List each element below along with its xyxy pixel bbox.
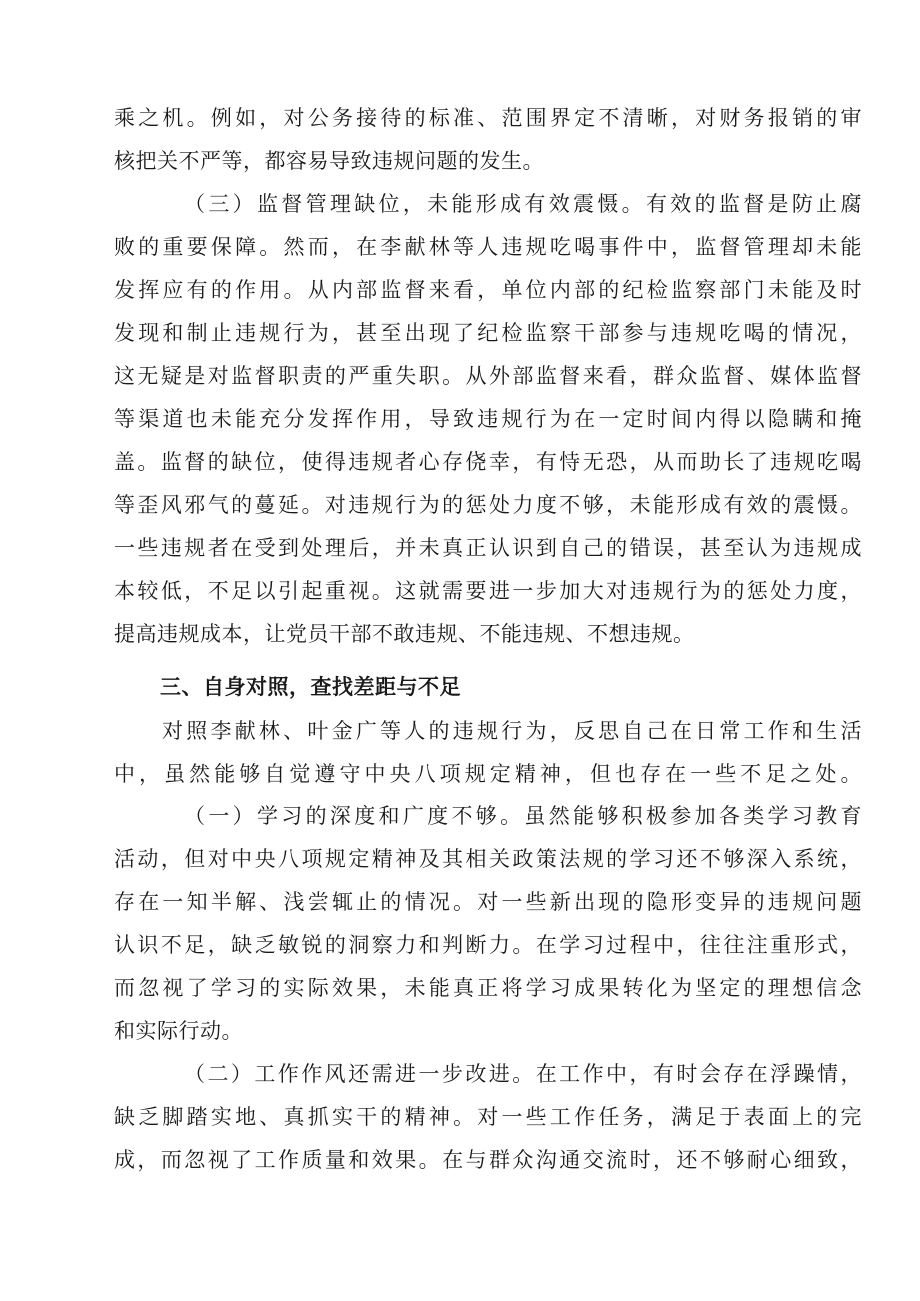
text-line: 一些违规者在受到处理后，并未真正认识到自己的错误，甚至认为违规成 (114, 536, 862, 560)
text-line: 发挥应有的作用。从内部监督来看，单位内部的纪检监察部门未能及时 (114, 278, 862, 302)
text-line: 这无疑是对监督职责的严重失职。从外部监督来看，群众监督、媒体监督 (114, 364, 862, 388)
text-line: （一）学习的深度和广度不够。虽然能够积极参加各类学习教育 (184, 804, 862, 828)
text-line: 败的重要保障。然而，在李献林等人违规吃喝事件中，监督管理却未能 (114, 235, 862, 259)
text-line: 盖。监督的缺位，使得违规者心存侥幸，有恃无恐，从而助长了违规吃喝 (114, 450, 862, 474)
text-line: 存在一知半解、浅尝辄止的情况。对一些新出现的隐形变异的违规问题 (114, 890, 862, 914)
text-line: 等歪风邪气的蔓延。对违规行为的惩处力度不够，未能形成有效的震慑。 (114, 493, 862, 517)
text-line: 本较低，不足以引起重视。这就需要进一步加大对违规行为的惩处力度， (114, 579, 862, 603)
text-line: 而忽视了学习的实际效果，未能真正将学习成果转化为坚定的理想信念 (114, 976, 862, 1000)
text-line: 认识不足，缺乏敏锐的洞察力和判断力。在学习过程中，往往注重形式， (114, 933, 862, 957)
text-line: 发现和制止违规行为，甚至出现了纪检监察干部参与违规吃喝的情况， (114, 321, 862, 345)
text-line: 缺乏脚踏实地、真抓实干的精神。对一些工作任务，满足于表面上的完 (114, 1105, 862, 1129)
paragraph-study (114, 795, 862, 1053)
text-line: 和实际行动。 (114, 1019, 243, 1043)
text-line: 乘之机。例如，对公务接待的标准、范围界定不清晰，对财务报销的审 (114, 106, 862, 130)
paragraph-intro (114, 710, 862, 796)
text-line: 成，而忽视了工作质量和效果。在与群众沟通交流时，还不够耐心细致， (114, 1148, 862, 1172)
paragraph-supervision (114, 183, 862, 656)
paragraph-continuation (114, 97, 862, 183)
text-line: 提高违规成本，让党员干部不敢违规、不能违规、不想违规。 (114, 622, 695, 646)
text-line: 活动，但对中央八项规定精神及其相关政策法规的学习还不够深入系统， (114, 847, 862, 871)
text-line: 中，虽然能够自觉遵守中央八项规定精神，但也存在一些不足之处。 (114, 762, 862, 786)
section-heading: 三、自身对照，查找差距与不足 (160, 675, 461, 699)
text-line: （三）监督管理缺位，未能形成有效震慑。有效的监督是防止腐 (184, 192, 862, 216)
text-line: （二）工作作风还需进一步改进。在工作中，有时会存在浮躁情， (184, 1062, 862, 1086)
paragraph-workstyle (114, 1053, 862, 1182)
text-line: 核把关不严等，都容易导致违规问题的发生。 (114, 149, 544, 173)
text-line: 对照李献林、叶金广等人的违规行为，反思自己在日常工作和生活 (162, 719, 862, 743)
text-line: 等渠道也未能充分发挥作用，导致违规行为在一定时间内得以隐瞒和掩 (114, 407, 862, 431)
